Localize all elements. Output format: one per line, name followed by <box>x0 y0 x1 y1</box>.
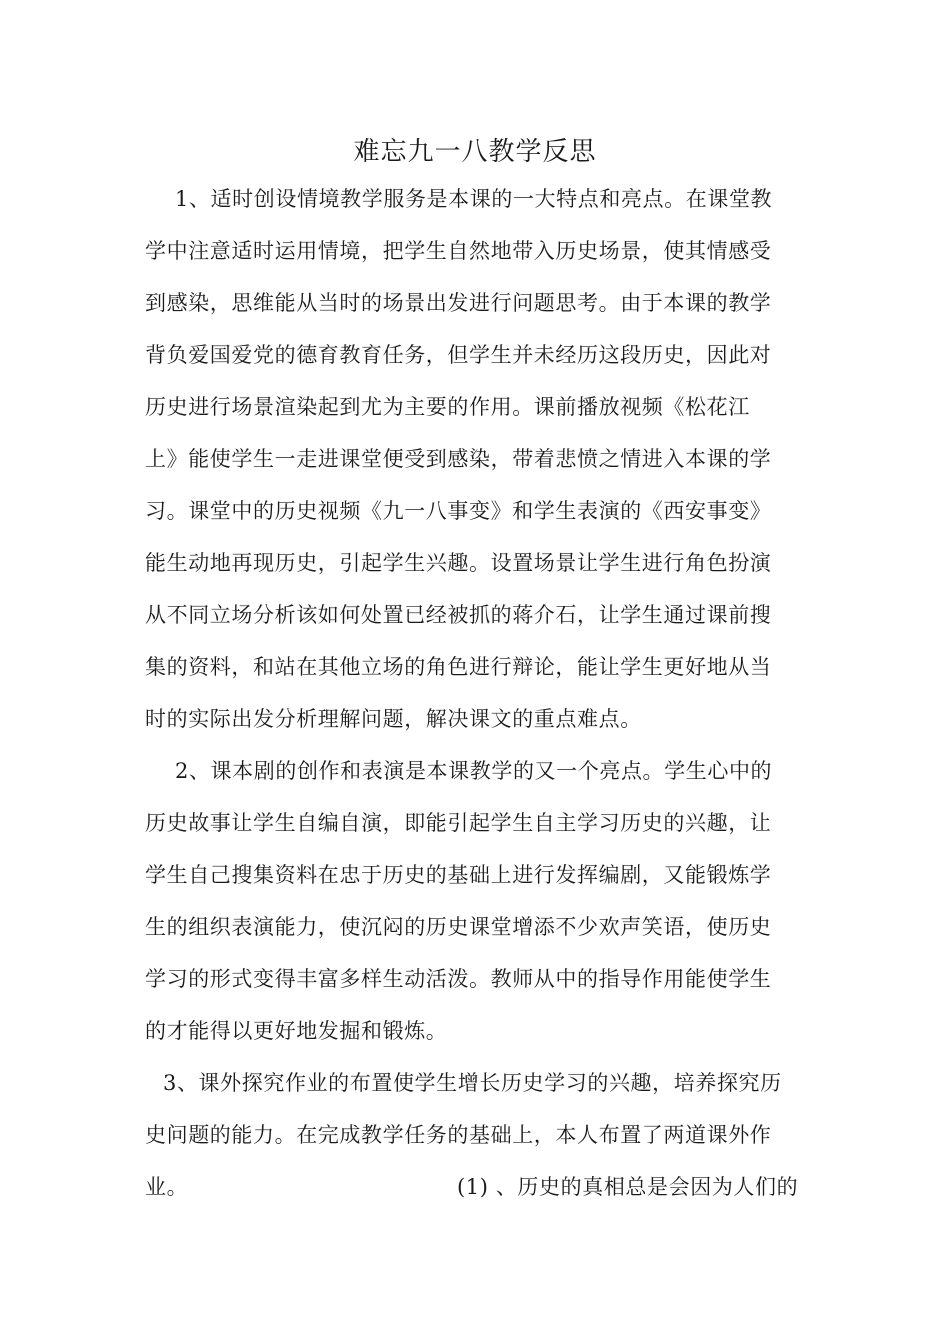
paragraph-line: 集的资料，和站在其他立场的角色进行辩论，能让学生更好地从当 <box>145 655 772 679</box>
paragraph-line: 3、课外探究作业的布置使学生增长历史学习的兴趣，培养探究历 <box>163 1071 782 1095</box>
paragraph-line: 史问题的能力。在完成教学任务的基础上，本人布置了两道课外作 <box>145 1123 772 1147</box>
paragraph-line: 历史进行场景渲染起到尤为主要的作用。课前播放视频《松花江 <box>145 395 750 419</box>
paragraph-line: 学生自己搜集资料在忠于历史的基础上进行发挥编剧，又能锻炼学 <box>145 863 772 887</box>
paragraph-line: (1) 、历史的真相总是会因为人们的 <box>457 1175 799 1199</box>
paragraph-line: 历史故事让学生自编自演，即能引起学生自主学习历史的兴趣，让 <box>145 811 772 835</box>
paragraph-line: 能生动地再现历史，引起学生兴趣。设置场景让学生进行角色扮演 <box>145 551 772 575</box>
document-title: 难忘九一八教学反思 <box>353 137 597 167</box>
paragraph-line: 学中注意适时运用情境，把学生自然地带入历史场景，使其情感受 <box>145 239 772 263</box>
paragraph-line: 1、适时创设情境教学服务是本课的一大特点和亮点。在课堂教 <box>175 187 773 211</box>
paragraph-line: 习。课堂中的历史视频《九一八事变》和学生表演的《西安事变》 <box>145 499 772 523</box>
paragraph-line: 生的组织表演能力，使沉闷的历史课堂增添不少欢声笑语，使历史 <box>145 915 772 939</box>
paragraph-line: 时的实际出发分析理解问题，解决课文的重点难点。 <box>145 707 642 731</box>
paragraph-line: 学习的形式变得丰富多样生动活泼。教师从中的指导作用能使学生 <box>145 967 772 991</box>
paragraph-line: 的才能得以更好地发掘和锻炼。 <box>145 1019 448 1043</box>
paragraph-line: 业。 <box>145 1175 189 1199</box>
paragraph-line: 到感染，思维能从当时的场景出发进行问题思考。由于本课的教学 <box>145 291 772 315</box>
paragraph-line: 上》能使学生一走进课堂便受到感染，带着悲愤之情进入本课的学 <box>145 447 772 471</box>
paragraph-line: 从不同立场分析该如何处置已经被抓的蒋介石，让学生通过课前搜 <box>145 603 772 627</box>
paragraph-line: 背负爱国爱党的德育教育任务，但学生并未经历这段历史，因此对 <box>145 343 772 367</box>
paragraph-line: 2、课本剧的创作和表演是本课教学的又一个亮点。学生心中的 <box>175 759 773 783</box>
